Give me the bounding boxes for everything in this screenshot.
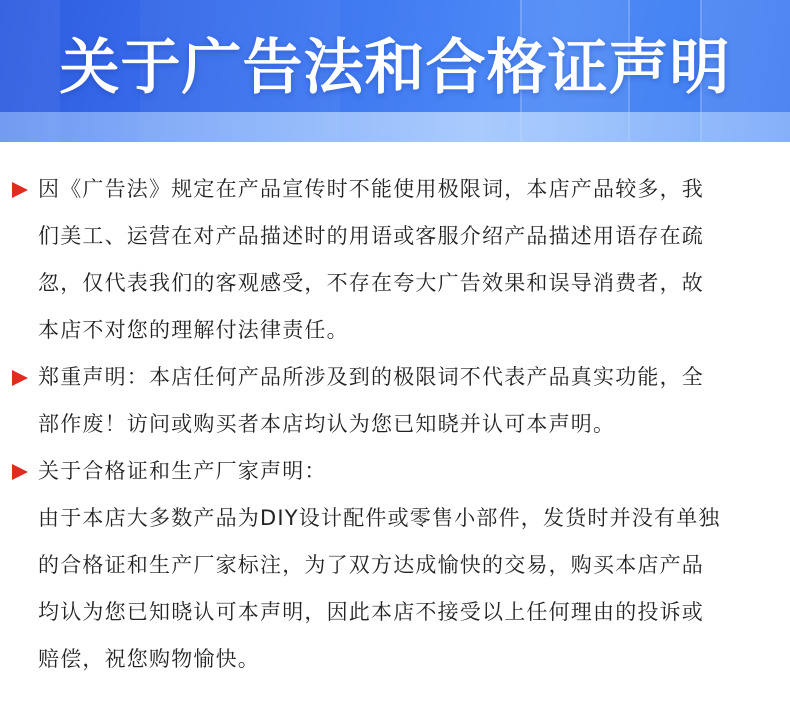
banner-light-band [0, 112, 790, 142]
statement-section-ad-law [0, 166, 790, 354]
header-banner [0, 0, 790, 142]
red-triangle-arrow-icon [12, 370, 28, 386]
text-line: 们美工、运营在对产品描述时的用语或客服介绍产品描述用语存在疏 [38, 224, 704, 248]
statement-section-certificate [0, 448, 790, 683]
text-line: 由于本店大多数产品为DIY设计配件或零售小部件，发货时并没有单独 [38, 506, 721, 530]
red-triangle-arrow-icon [12, 464, 28, 480]
statement-body [0, 166, 790, 683]
text-line: 均认为您已知晓认可本声明，因此本店不接受以上任何理由的投诉或 [38, 600, 704, 624]
text-line: 赔偿，祝您购物愉快。 [38, 647, 260, 671]
text-line: 本店不对您的理解付法律责任。 [38, 318, 349, 342]
text-line: 郑重声明：本店任何产品所涉及到的极限词不代表产品真实功能，全 [38, 365, 704, 389]
red-triangle-arrow-icon [12, 182, 28, 198]
page-title: 关于广告法和合格证声明 [59, 33, 731, 103]
statement-section-solemn [0, 354, 790, 448]
text-line: 关于合格证和生产厂家声明： [38, 459, 327, 483]
text-line: 的合格证和生产厂家标注，为了双方达成愉快的交易，购买本店产品 [38, 553, 704, 577]
text-line: 部作废！访问或购买者本店均认为您已知晓并认可本声明。 [38, 412, 616, 436]
text-line: 因《广告法》规定在产品宣传时不能使用极限词，本店产品较多，我 [38, 177, 704, 201]
text-line: 忽，仅代表我们的客观感受，不存在夸大广告效果和误导消费者，故 [38, 271, 704, 295]
